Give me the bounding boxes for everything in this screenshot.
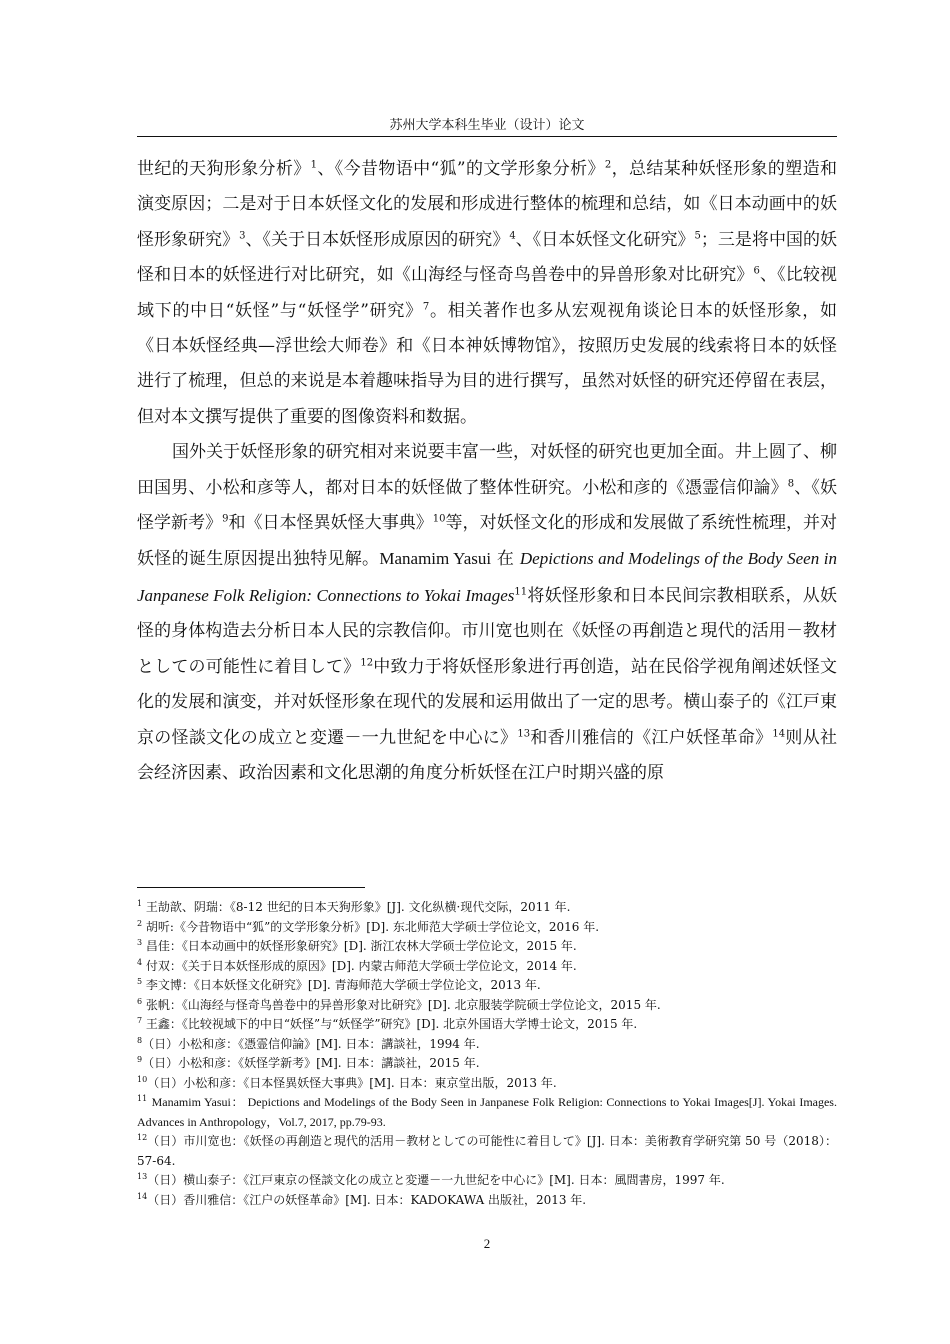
text-segment: 、《关于日本妖怪形成原因的研究》 <box>245 229 510 250</box>
footnote-ref: 5 <box>694 230 701 242</box>
footnote-text: 王劼歆、阴瑞：《8-12 世纪的日本天狗形象》[J]. 文化纵横·现代交际，2011 年. <box>145 900 571 914</box>
footnote <box>137 976 837 996</box>
text-segment: 、《今昔物语中“狐”的文学形象分析》 <box>317 159 605 179</box>
footnote-text: 昌佳：《日本动画中的妖怪形象研究》[D]. 浙江农林大学硕士学位论文，2015 年. <box>145 939 577 953</box>
text-segment: 等，对妖怪文化的形成和发展做了系统性梳理，并对妖怪的诞生原因提出独特见解。 <box>137 513 838 570</box>
text-segment: 中致力于将妖怪形象进行再创造，站在民俗学视角阐述妖怪文化的发展和演变，并对妖怪形象在现代的发展和运用做出了一定的思考。横山泰子的《江戸東京の怪談文化の成立と変遷－一九世紀を中心に》 <box>137 656 838 748</box>
footnote-text: （日）市川宽也：《妖怪の再創造と現代的活用－教材としての可能性に着目して》[J]. 日本：美術教育学研究第 50 号（2018）：57-64. <box>137 1134 837 1168</box>
footnote-number: 5 <box>137 977 143 986</box>
text-segment: 、《日本妖怪文化研究》 <box>515 229 695 250</box>
footnote-ref: 1 <box>310 159 318 171</box>
body-text <box>137 152 837 791</box>
footnote-number: 10 <box>137 1074 148 1084</box>
footnote-ref: 2 <box>604 159 612 171</box>
footnote-text: 付双：《关于日本妖怪形成的原因》[D]. 内蒙古师范大学硕士学位论文，2014 年. <box>145 958 577 973</box>
footnote <box>137 918 837 938</box>
footnote-ref: 4 <box>509 230 516 242</box>
footnote-text: 李文博：《日本妖怪文化研究》[D]. 青海师范大学硕士学位论文，2013 年. <box>145 978 541 992</box>
footnote-text: Manamim Yasui： Depictions and Modelings of the Body Seen in Janpanese Folk Religion: Connections to Yokai Images[J]. Yokai Images. Advances in Anthropology，Vol.7, 2017, pp.79-93. <box>137 1095 837 1129</box>
header-rule <box>137 136 837 137</box>
text-segment: 在 <box>491 549 520 570</box>
footnote <box>137 1054 837 1074</box>
footnote <box>137 898 837 918</box>
footnote-ref: 7 <box>422 300 430 312</box>
footnote-separator <box>137 887 365 888</box>
footnote-number: 1 <box>137 899 143 908</box>
text-segment: 。相关著作也多从宏观视角谈论日本的妖怪形象，如《日本妖怪经典—浮世绘大师卷》和《日本神妖博物馆》，按照历史发展的线索将日本的妖怪进行了梳理，但总的来说是本着趣味指导为目的进行撰写，虽然对妖怪的研究还停留在表层，但对本文撰写提供了重要的图像资料和数据。 <box>137 300 837 427</box>
footnote-number: 8 <box>137 1035 143 1045</box>
footnote-ref: 11 <box>514 586 528 598</box>
footnote-number: 12 <box>137 1133 148 1142</box>
footnote-number: 9 <box>137 1055 143 1064</box>
footnote-ref: 14 <box>772 727 786 739</box>
running-header: 苏州大学本科生毕业（设计）论文 <box>389 118 585 133</box>
footnote-ref: 8 <box>787 478 795 489</box>
text-segment: 世纪的天狗形象分析》 <box>137 159 311 179</box>
footnote <box>137 957 837 977</box>
footnote-text: （日）小松和彦：《日本怪異妖怪大事典》[M]. 日本：東京堂出版，2013 年. <box>147 1075 557 1090</box>
text-segment: 、《妖怪学新考》 <box>137 477 837 534</box>
footnote-ref: 3 <box>239 230 246 242</box>
footnote <box>137 1035 837 1055</box>
text-segment: 和香川雅信的《江户妖怪革命》 <box>530 727 773 748</box>
author-name: Manamim Yasui <box>379 549 492 569</box>
footnote-text: （日）小松和彦：《妖怪学新考》[M]. 日本：講談社，2015 年. <box>142 1056 480 1070</box>
text-segment: ；三是将中国的妖怪和日本的妖怪进行对比研究，如《山海经与怪奇鸟兽卷中的异兽形象对比研究》 <box>137 229 838 286</box>
paragraph-2 <box>137 435 837 791</box>
footnote-number: 3 <box>137 938 143 947</box>
english-title: Depictions and Modelings of the Body Seen in Janpanese Folk Religion: Connections to Yokai Images <box>137 549 837 605</box>
footnotes <box>137 898 837 1210</box>
footnote-number: 2 <box>137 918 143 928</box>
footnote-number: 14 <box>137 1191 148 1201</box>
footnote <box>137 1171 837 1191</box>
footnote <box>137 1074 837 1094</box>
footnote <box>137 1093 837 1132</box>
text-segment: 将妖怪形象和日本民间宗教相联系，从妖怪的身体构造去分析日本人民的宗教信仰。市川宽也则在《妖怪の再創造と現代的活用－教材としての可能性に着目して》 <box>137 585 837 677</box>
footnote <box>137 937 837 957</box>
footnote-ref: 13 <box>517 727 531 739</box>
footnote-ref: 6 <box>753 265 760 277</box>
footnote-number: 6 <box>137 996 143 1006</box>
footnote <box>137 1015 837 1035</box>
paragraph-1 <box>137 152 837 435</box>
page-number: 2 <box>483 1236 491 1251</box>
text-segment: 和《日本怪異妖怪大事典》 <box>228 513 433 534</box>
footnote <box>137 996 837 1016</box>
footnote <box>137 1132 837 1171</box>
text-segment: ，总结某种妖怪形象的塑造和演变原因；二是对于日本妖怪文化的发展和形成进行整体的梳理和总结，如《日本动画中的妖怪形象研究》 <box>137 159 838 250</box>
footnote-text: 王鑫：《比较视域下的中日“妖怪”与“妖怪学”研究》[D]. 北京外国语大学博士论文，2015 年. <box>145 1017 638 1031</box>
footnote-text: 张帆：《山海经与怪奇鸟兽卷中的异兽形象对比研究》[D]. 北京服装学院硕士学位论文，2015 年. <box>145 997 661 1012</box>
footnote <box>137 1191 837 1211</box>
text-segment: 国外关于妖怪形象的研究相对来说要丰富一些，对妖怪的研究也更加全面。井上圆了、柳田国男、小松和彦等人，都对日本的妖怪做了整体性研究。小松和彦的《憑霊信仰論》 <box>137 442 837 498</box>
footnote-text: （日）横山泰子：《江戸東京の怪談文化の成立と変遷－一九世紀を中心に》[M]. 日本：風間書房，1997 年. <box>147 1173 725 1187</box>
footnote-text: （日）香川雅信：《江户の妖怪革命》[M]. 日本：KADOKAWA 出版社，2013 年. <box>147 1192 587 1207</box>
footnote-ref: 12 <box>360 657 374 669</box>
footnote-text: 胡听:《今昔物语中“狐”的文学形象分析》[D]. 东北师范大学硕士学位论文，2016 年. <box>145 919 600 934</box>
footnote-text: （日）小松和彦：《憑霊信仰論》[M]. 日本：講談社，1994 年. <box>142 1036 480 1051</box>
footnote-number: 11 <box>137 1094 148 1103</box>
footnote-number: 13 <box>137 1172 148 1181</box>
text-segment: 、《比较视域下的中日“妖怪”与“妖怪学”研究》 <box>137 265 837 321</box>
footnote-ref: 10 <box>432 513 446 525</box>
footnote-number: 7 <box>137 1016 143 1025</box>
text-segment: 则从社会经济因素、政治因素和文化思潮的角度分析妖怪在江户时期兴盛的原 <box>137 727 838 783</box>
footnote-ref: 9 <box>222 513 229 525</box>
footnote-number: 4 <box>137 957 143 967</box>
